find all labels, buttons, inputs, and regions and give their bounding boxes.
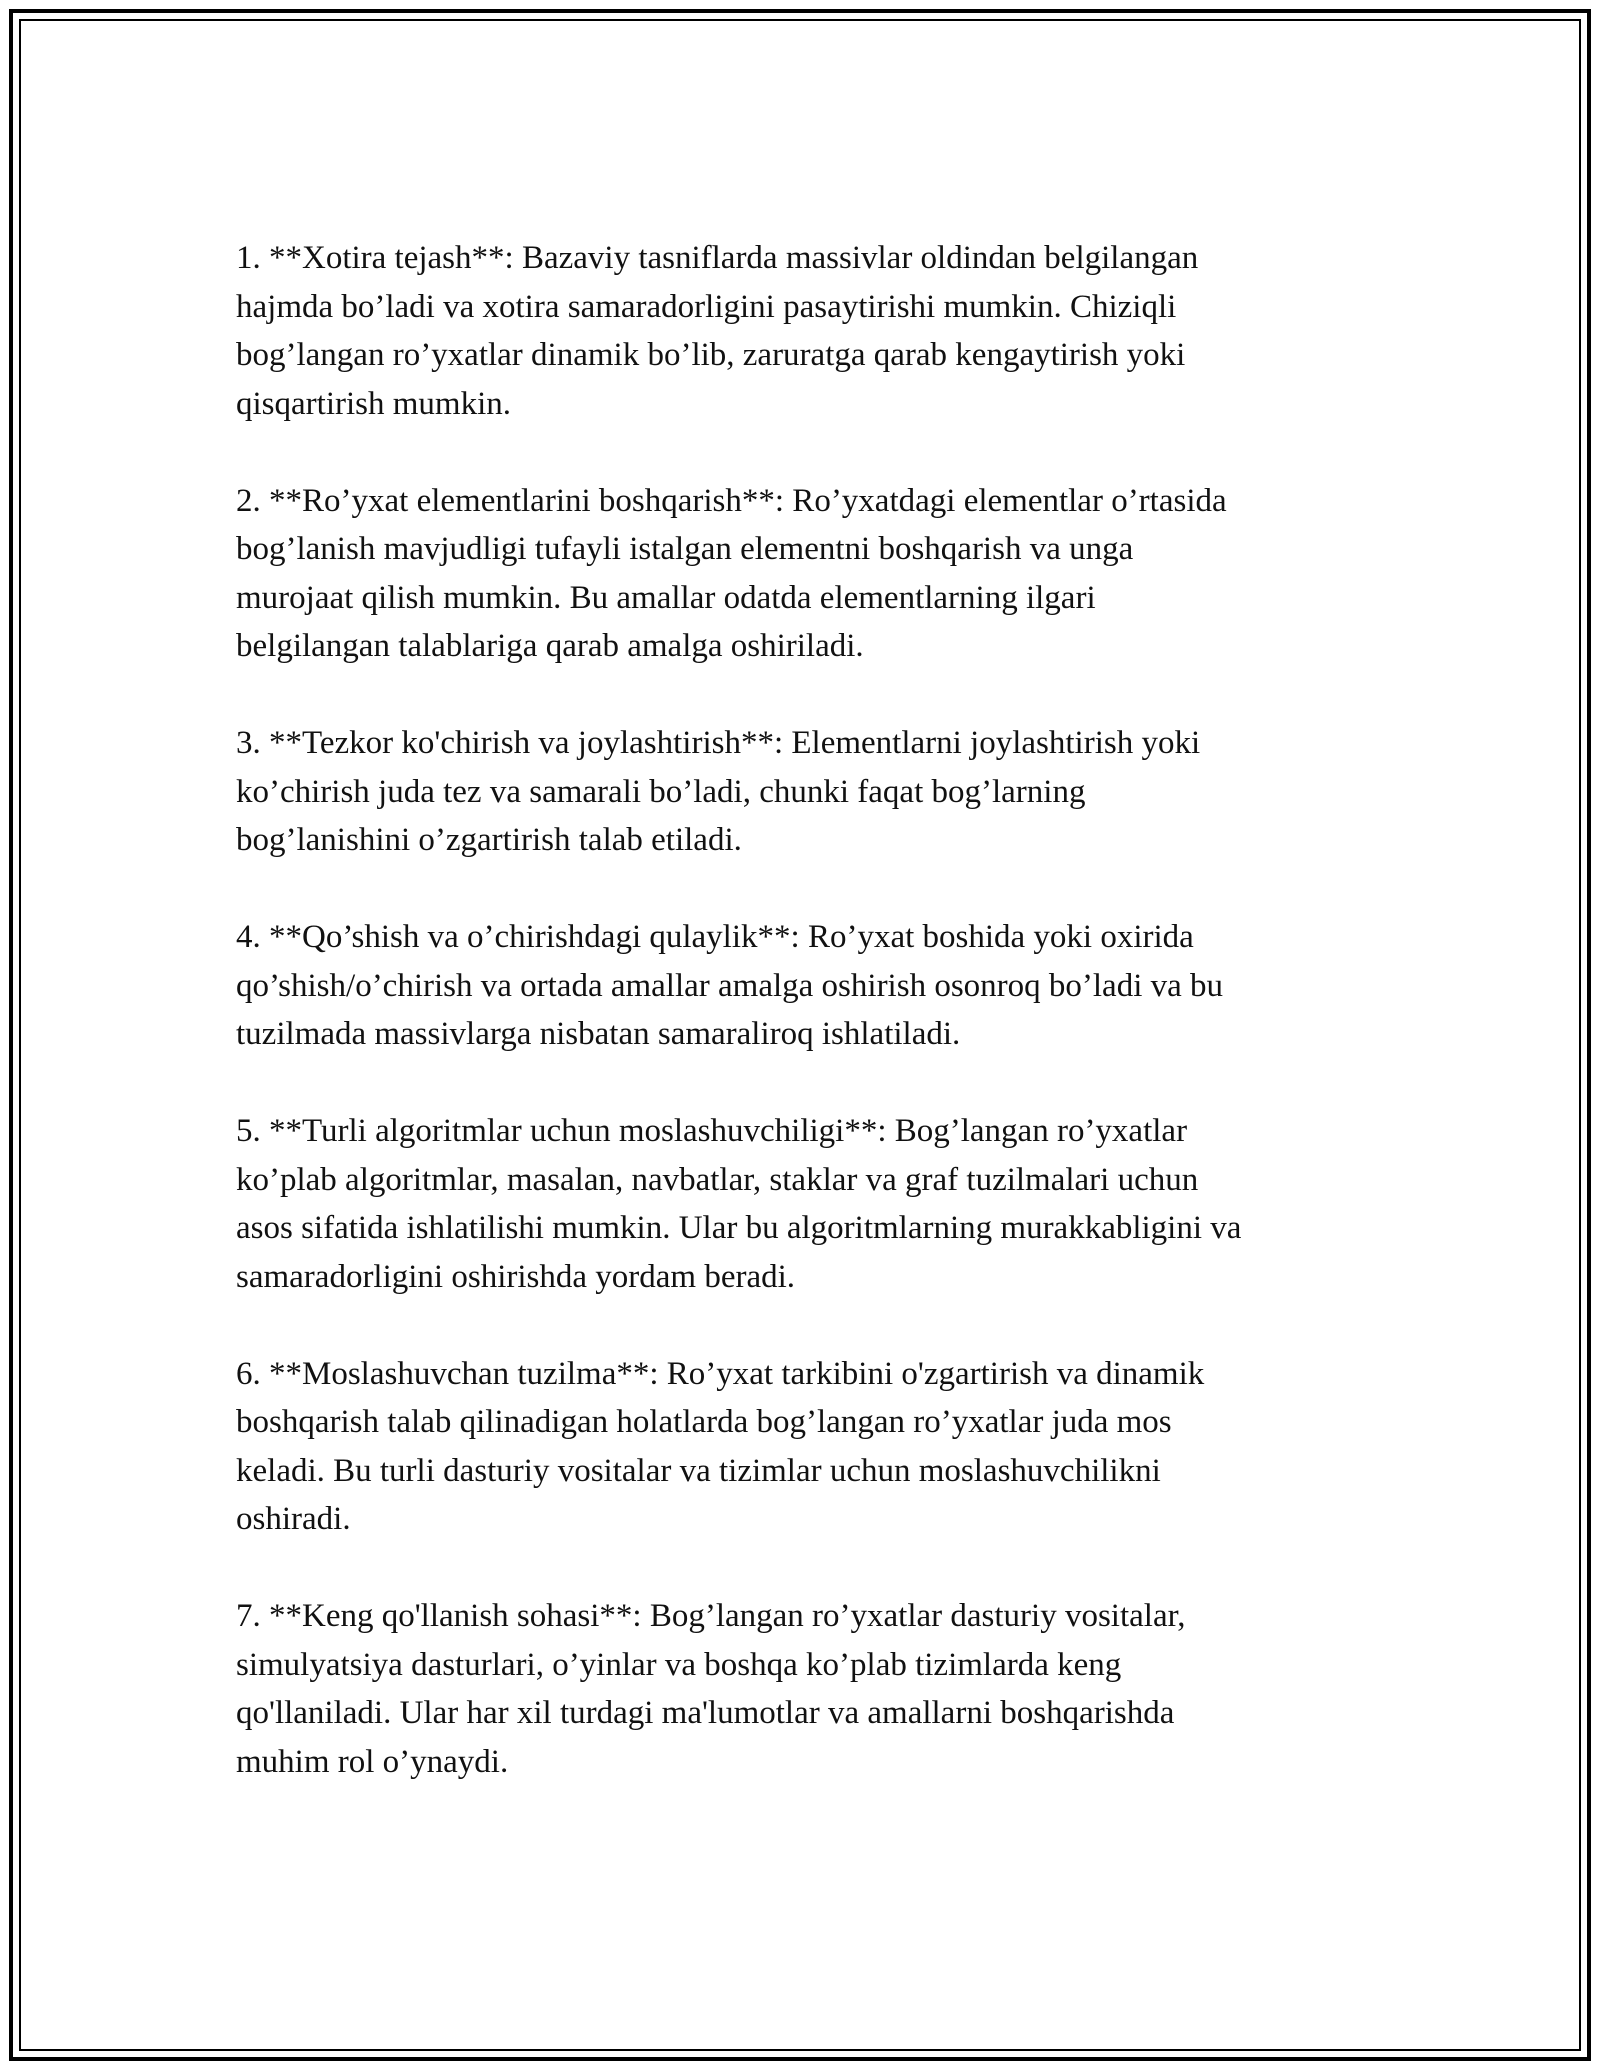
text-line: belgilangan talablariga qarab amalga oshiriladi.	[236, 628, 864, 664]
text-line: oshiradi.	[236, 1501, 351, 1537]
text-line: murojaat qilish mumkin. Bu amallar odatda elementlarning ilgari	[236, 579, 1096, 616]
text-line: simulyatsiya dasturlari, o’yinlar va boshqa ko’plab tizimlarda keng	[236, 1646, 1122, 1683]
text-line: 4. **Qo’shish va o’chirishdagi qulaylik**: Ro’yxat boshida yoki oxirida	[236, 919, 1194, 955]
text-line: 2. **Ro’yxat elementlarini boshqarish**: Ro’yxatdagi elementlar o’rtasida	[236, 482, 1227, 519]
list-item	[236, 719, 1396, 865]
list-item	[236, 477, 1396, 671]
document-body	[236, 234, 1396, 1835]
text-line: hajmda bo’ladi va xotira samaradorligini pasaytirishi mumkin. Chiziqli	[236, 288, 1177, 325]
text-line: boshqarish talab qilinadigan holatlarda bog’langan ro’yxatlar juda mos	[236, 1404, 1172, 1440]
text-line: bog’lanish mavjudligi tufayli istalgan elementni boshqarish va unga	[236, 531, 1134, 567]
list-item	[236, 1592, 1396, 1786]
list-item	[236, 1350, 1396, 1544]
text-line: qo’shish/o’chirish va ortada amallar amalga oshirish osonroq bo’ladi va bu	[236, 967, 1224, 1004]
text-line: tuzilmada massivlarga nisbatan samaraliroq ishlatiladi.	[236, 1016, 961, 1052]
text-line: ko’chirish juda tez va samarali bo’ladi, chunki faqat bog’larning	[236, 773, 1086, 810]
text-line: muhim rol o’ynaydi.	[236, 1743, 509, 1780]
text-line: keladi. Bu turli dasturiy vositalar va tizimlar uchun moslashuvchilikni	[236, 1452, 1161, 1489]
text-line: qo'llaniladi. Ular har xil turdagi ma'lumotlar va amallarni boshqarishda	[236, 1695, 1175, 1731]
text-line: 1. **Xotira tejash**: Bazaviy tasniflarda massivlar oldindan belgilangan	[236, 240, 1199, 276]
text-line: qisqartirish mumkin.	[236, 385, 511, 422]
list-item	[236, 913, 1396, 1059]
list-item	[236, 234, 1396, 428]
text-line: 6. **Moslashuvchan tuzilma**: Ro’yxat tarkibini o'zgartirish va dinamik	[236, 1355, 1205, 1392]
list-item	[236, 1107, 1396, 1301]
text-line: samaradorligini oshirishda yordam beradi.	[236, 1258, 796, 1295]
text-line: bog’langan ro’yxatlar dinamik bo’lib, zaruratga qarab kengaytirish yoki	[236, 337, 1186, 373]
text-line: 5. **Turli algoritmlar uchun moslashuvchiligi**: Bog’langan ro’yxatlar	[236, 1113, 1188, 1149]
text-line: asos sifatida ishlatilishi mumkin. Ular bu algoritmlarning murakkabligini va	[236, 1210, 1242, 1246]
text-line: ko’plab algoritmlar, masalan, navbatlar, staklar va graf tuzilmalari uchun	[236, 1161, 1199, 1198]
text-line: bog’lanishini o’zgartirish talab etiladi.	[236, 822, 742, 858]
text-line: 3. **Tezkor ko'chirish va joylashtirish**: Elementlarni joylashtirish yoki	[236, 725, 1201, 761]
text-line: 7. **Keng qo'llanish sohasi**: Bog’langan ro’yxatlar dasturiy vositalar,	[236, 1598, 1186, 1634]
